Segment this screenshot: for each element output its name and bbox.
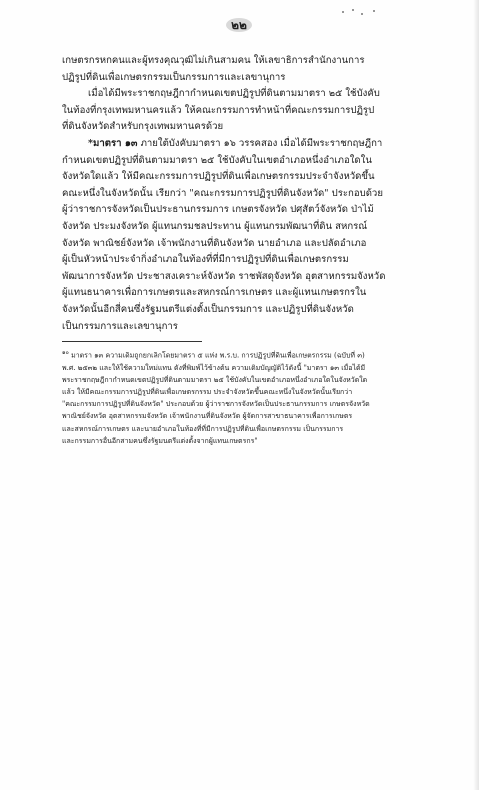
section-number: *มาตรา ๑๓ <box>88 137 138 149</box>
footnote-line: และสหกรณ์การเกษตร และนายอำเภอในท้องที่ที่มีการปฏิรูปที่ดินเพื่อเกษตรกรรม เป็นกรรมการ <box>62 424 344 433</box>
text-line: เกษตรกรหกคนและผู้ทรงคุณวุฒิไม่เกินสามคน ให้เลขาธิการสำนักงานการ <box>62 55 365 66</box>
footnote-line: แล้ว ให้มีคณะกรรมการปฏิรูปที่ดินเพื่อเกษตรกรรม ประจำจังหวัดขึ้นคณะหนึ่งในจังหวัดนั้นเรียกว่า <box>62 387 353 396</box>
text-line: เมื่อได้มีพระราชกฤษฎีกากำหนดเขตปฏิรูปที่ดินตามมาตรา ๒๕ ใช้บังคับ <box>88 88 380 100</box>
footnote-line: พาณิชย์จังหวัด อุตสาหกรรมจังหวัด เจ้าพนักงานที่ดินจังหวัด ผู้จัดการสาขาธนาคารเพื่อการเกษตร <box>62 412 353 421</box>
text-line: จังหวัด ประมงจังหวัด ผู้แทนกรมชลประทาน ผู้แทนกรมพัฒนาที่ดิน สหกรณ์ <box>62 220 368 232</box>
page-edge-shadow <box>473 0 479 790</box>
footnote-divider <box>62 341 202 342</box>
text-line: กำหนดเขตปฏิรูปที่ดินตามมาตรา ๒๕ ใช้บังคับในเขตอำเภอหนึ่งอำเภอใดใน <box>62 154 372 166</box>
text-line: เป็นกรรมการและเลขานุการ <box>62 320 178 332</box>
footnote-line: พ.ศ. ๒๕๓๒ และให้ใช้ความใหม่แทน ดังที่พิมพ์ไว้ข้างต้น ความเดิมบัญญัติไว้ดังนี้ "มาตรา ๑๓ เมื่อได้มี <box>62 363 366 372</box>
text-line: จังหวัดนั้นอีกสี่คนซึ่งรัฐมนตรีแต่งตั้งเป็นกรรมการ และปฏิรูปที่ดินจังหวัด <box>62 303 354 315</box>
text-line: พัฒนาการจังหวัด ประชาสงเคราะห์จังหวัด ราชพัสดุจังหวัด อุตสาหกรรมจังหวัด <box>62 270 386 282</box>
body-text <box>62 53 422 335</box>
page-number: ๒๒ <box>226 18 252 32</box>
text-line: ผู้ว่าราชการจังหวัดเป็นประธานกรรมการ เกษตรจังหวัด ปศุสัตว์จังหวัด ป่าไม้ <box>62 204 374 216</box>
paragraph-3-section-13 <box>62 136 422 335</box>
text-line: ปฏิรูปที่ดินเพื่อเกษตรกรรมเป็นกรรมการและเลขานุการ <box>62 71 286 83</box>
text-line: จังหวัด พาณิชย์จังหวัด เจ้าพนักงานที่ดินจังหวัด นายอำเภอ และปลัดอำเภอ <box>62 237 367 249</box>
text-line: ในท้องที่กรุงเทพมหานครแล้ว ให้คณะกรรมการทำหน้าที่คณะกรรมการปฏิรูป <box>62 104 375 116</box>
paragraph-2 <box>62 86 422 136</box>
footnote-marker: ๑๐ <box>62 350 69 356</box>
text-line: ที่ดินจังหวัดสำหรับกรุงเทพมหานครด้วย <box>62 121 224 133</box>
footnote-line: และกรรมการอื่นอีกสามคนซึ่งรัฐมนตรีแต่งตั้งจากผู้แทนเกษตรกร" <box>62 436 258 445</box>
footnote-line-content: มาตรา ๑๓ ความเดิมถูกยกเลิกโดยมาตรา ๕ แห่ง พ.ร.บ. การปฏิรูปที่ดินเพื่อเกษตรกรรม (ฉบับที่ ๓) <box>71 351 365 360</box>
text-line-content: ภายใต้บังคับมาตรา ๑๖ วรรคสอง เมื่อได้มีพระราชกฤษฎีกา <box>140 137 383 149</box>
footnote-line: พระราชกฤษฎีกากำหนดเขตปฏิรูปที่ดินตามมาตรา ๒๕ ใช้บังคับในเขตอำเภอหนึ่งอำเภอใดในจังหวัดใด <box>62 375 368 384</box>
text-line <box>62 136 422 153</box>
text-line: ผู้เป็นหัวหน้าประจำกิ่งอำเภอในท้องที่ที่มีการปฏิรูปที่ดินเพื่อเกษตรกรรม <box>62 254 349 266</box>
scan-artifact <box>340 8 380 18</box>
footnote-line: "คณะกรรมการปฏิรูปที่ดินจังหวัด" ประกอบด้วย ผู้ว่าราชการจังหวัดเป็นประธานกรรมการ เกษตรจังหวัด <box>62 400 370 409</box>
paragraph-1 <box>62 53 422 86</box>
text-line: คณะหนึ่งในจังหวัดนั้น เรียกว่า "คณะกรรมการปฏิรูปที่ดินจังหวัด" ประกอบด้วย <box>62 187 383 199</box>
text-line: ผู้แทนธนาคารเพื่อการเกษตรและสหกรณ์การเกษตร และผู้แทนเกษตรกรใน <box>62 287 367 299</box>
footnote <box>62 347 422 447</box>
footnote-line <box>62 347 422 362</box>
text-line: จังหวัดใดแล้ว ให้มีคณะกรรมการปฏิรูปที่ดินเพื่อเกษตรกรรมประจำจังหวัดขึ้น <box>62 171 375 183</box>
